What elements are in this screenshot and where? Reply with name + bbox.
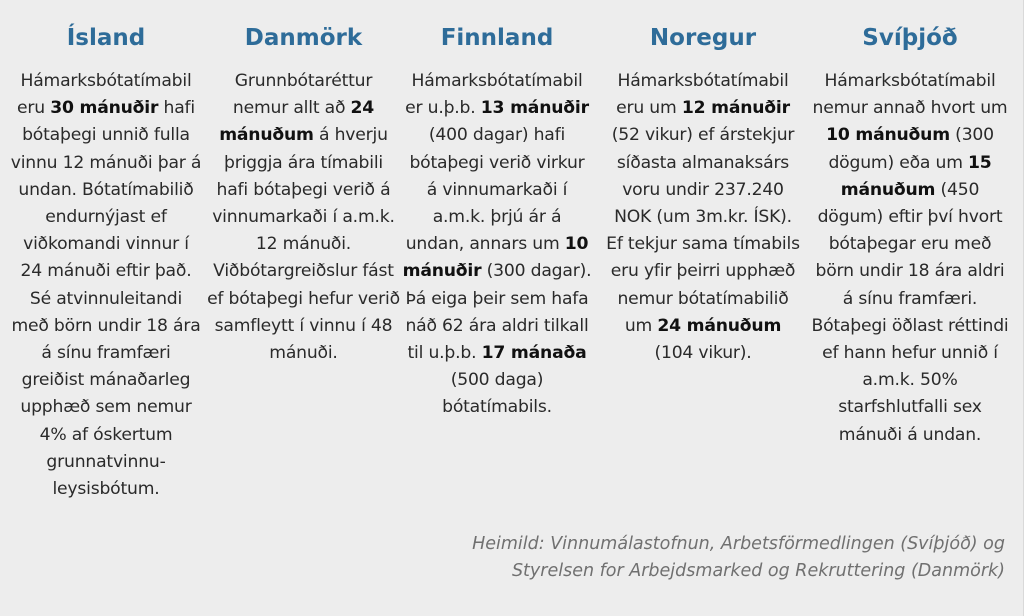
text-run: hafi bótaþegi unnið fulla vinnu 12 mánuði þar á undan. Bótatímabilið endurnýjast ef viðkomandi vinnur í 24 mánuði eftir það. Sé atvinnuleitandi með börn undir 18 ára á sínu framfæri greiðist mánaðarleg upphæð sem nemur 4% af óskertum grunnatvinnu-leysisbótum.	[10, 98, 202, 500]
text-run: (104 vikur).	[654, 343, 752, 364]
highlight-duration: 10 mánuðir	[402, 234, 589, 282]
country-description	[207, 68, 400, 367]
country-description	[10, 68, 202, 503]
highlight-duration: 24 mánuðum	[219, 98, 375, 146]
column-finnland	[402, 22, 592, 422]
country-heading: Noregur	[649, 25, 757, 51]
text-run: (400 dagar) hafi bótaþegi verið virkur á vinnumarkaði í a.m.k. þrjú ár á undan, annars um	[405, 125, 585, 255]
column-svithjod	[811, 22, 1009, 449]
country-description	[811, 68, 1009, 449]
country-heading: Svíþjóð	[862, 25, 958, 51]
text-run: (52 vikur) ef árstekjur síðasta almanaksárs voru undir 237.240 NOK (um 3m.kr. ÍSK). Ef tekjur sama tímabils eru yfir þeirri upphæð nemur bótatímabilið um	[606, 125, 800, 336]
text-run: Hámarksbótatímabil eru um	[616, 71, 789, 119]
column-noregur	[605, 22, 801, 367]
country-heading: Ísland	[66, 25, 146, 51]
highlight-duration: 17 mánaða	[481, 343, 587, 364]
country-heading: Finnland	[440, 25, 554, 51]
text-run: (300 dagar). Þá eiga þeir sem hafa náð 62 ára aldri tilkall til u.þ.b.	[405, 261, 592, 364]
text-run: á hverju þriggja ára tímabili hafi bótaþegi verið á vinnumarkaði í a.m.k. 12 mánuði. Viðbótargreiðslur fást ef bótaþegi hefur verið samfleytt í vinnu í 48 mánuði.	[207, 125, 400, 364]
highlight-duration: 15 mánuðum	[840, 152, 992, 200]
text-run: (450 dögum) eftir því hvort bótaþegar eru með börn undir 18 ára aldri á sínu framfæri. Bótaþegi öðlast réttindi ef hann hefur unnið í a.m.k. 50% starfshlutfalli sex mánuði á undan.	[811, 179, 1009, 445]
country-description	[402, 68, 592, 422]
column-island	[10, 22, 202, 503]
text-run: Hámarksbótatímabil er u.þ.b.	[405, 71, 583, 119]
source-note: Heimild: Vinnumálastofnun, Arbetsförmedlingen (Svíþjóð) og Styrelsen for Arbejdsmarked og Rekruttering (Danmörk)	[472, 534, 1005, 581]
country-heading: Danmörk	[244, 25, 363, 51]
highlight-duration: 12 mánuðir	[681, 98, 790, 119]
highlight-duration: 10 mánuðum	[826, 125, 950, 146]
column-danmork	[207, 22, 400, 367]
text-run: Hámarksbótatímabil eru	[17, 71, 192, 119]
country-description	[605, 68, 801, 367]
highlight-duration: 30 mánuðir	[50, 98, 159, 119]
text-run: Hámarksbótatímabil nemur annað hvort um	[812, 71, 1008, 119]
text-run: (500 daga) bótatímabils.	[442, 370, 552, 418]
text-run: Grunnbótaréttur nemur allt að	[232, 71, 373, 119]
highlight-duration: 24 mánuðum	[657, 315, 782, 336]
highlight-duration: 13 mánuðir	[480, 98, 589, 119]
text-run: (300 dögum) eða um	[828, 125, 994, 173]
